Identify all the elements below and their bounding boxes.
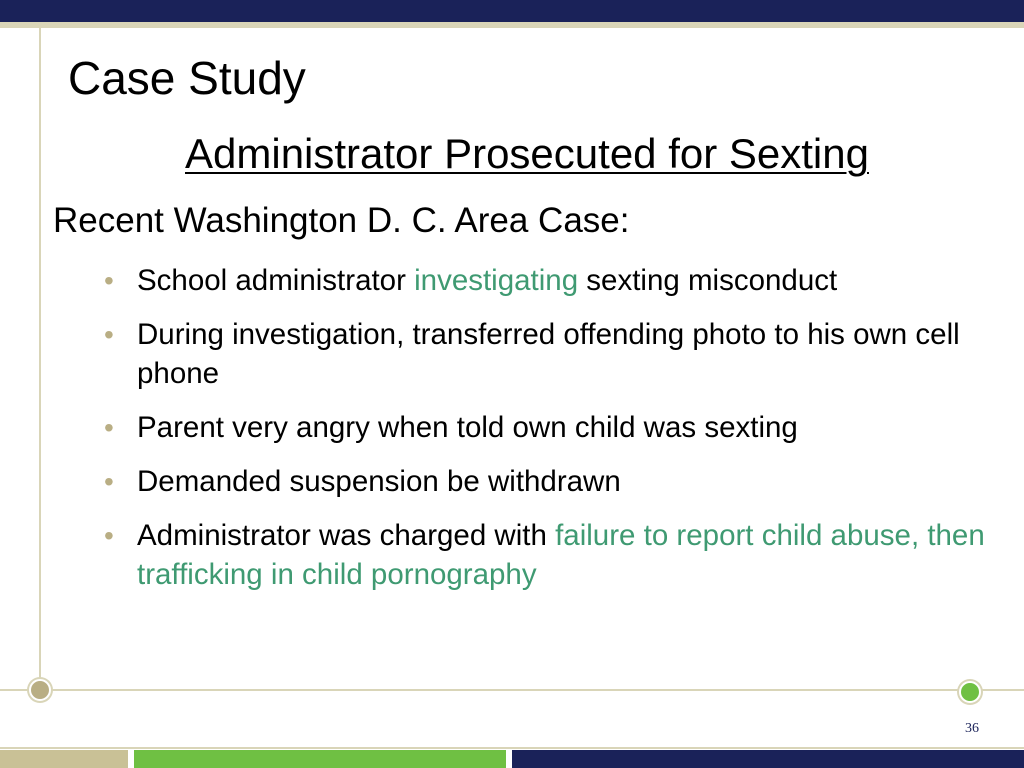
slide-subtitle: Administrator Prosecuted for Sexting	[185, 130, 869, 177]
footer-green-band	[134, 750, 506, 768]
footer-tan-band	[0, 750, 128, 768]
footer-rule	[0, 747, 1024, 749]
bottom-horizontal-rule	[0, 689, 1024, 691]
left-vertical-rule	[39, 28, 41, 681]
bullet-text: Demanded suspension be withdrawn	[137, 465, 621, 498]
case-heading: Recent Washington D. C. Area Case:	[53, 201, 630, 240]
green-circle-ornament	[959, 681, 981, 703]
bullet-icon: •	[104, 412, 114, 443]
bullet-icon: •	[104, 520, 114, 551]
bullet-highlight-text: investigating	[414, 264, 579, 297]
page-number: 36	[965, 721, 979, 736]
bullet-icon: •	[104, 319, 114, 350]
top-tan-rule	[0, 22, 1024, 28]
bullet-icon: •	[104, 265, 114, 296]
bullet-text: School administrator	[137, 264, 415, 297]
bullet-text: Parent very angry when told own child was sexting	[137, 411, 798, 444]
bullet-item	[104, 315, 1004, 393]
slide-title: Case Study	[68, 52, 306, 104]
bullet-item	[104, 261, 1004, 300]
footer-navy-band	[512, 750, 1024, 768]
bullet-icon: •	[104, 466, 114, 497]
bullet-item	[104, 408, 1004, 447]
bullet-list	[104, 261, 1004, 609]
bullet-item	[104, 462, 1004, 501]
bullet-item	[104, 516, 1004, 594]
bullet-text: Administrator was charged with	[137, 519, 556, 552]
bullet-highlight-text: failure to report child abuse, then trafficking in child pornography	[137, 519, 985, 591]
tan-circle-ornament	[29, 679, 51, 701]
bullet-text: sexting misconduct	[578, 264, 838, 297]
top-navy-bar	[0, 0, 1024, 22]
bullet-text: During investigation, transferred offending photo to his own cell phone	[137, 318, 960, 390]
